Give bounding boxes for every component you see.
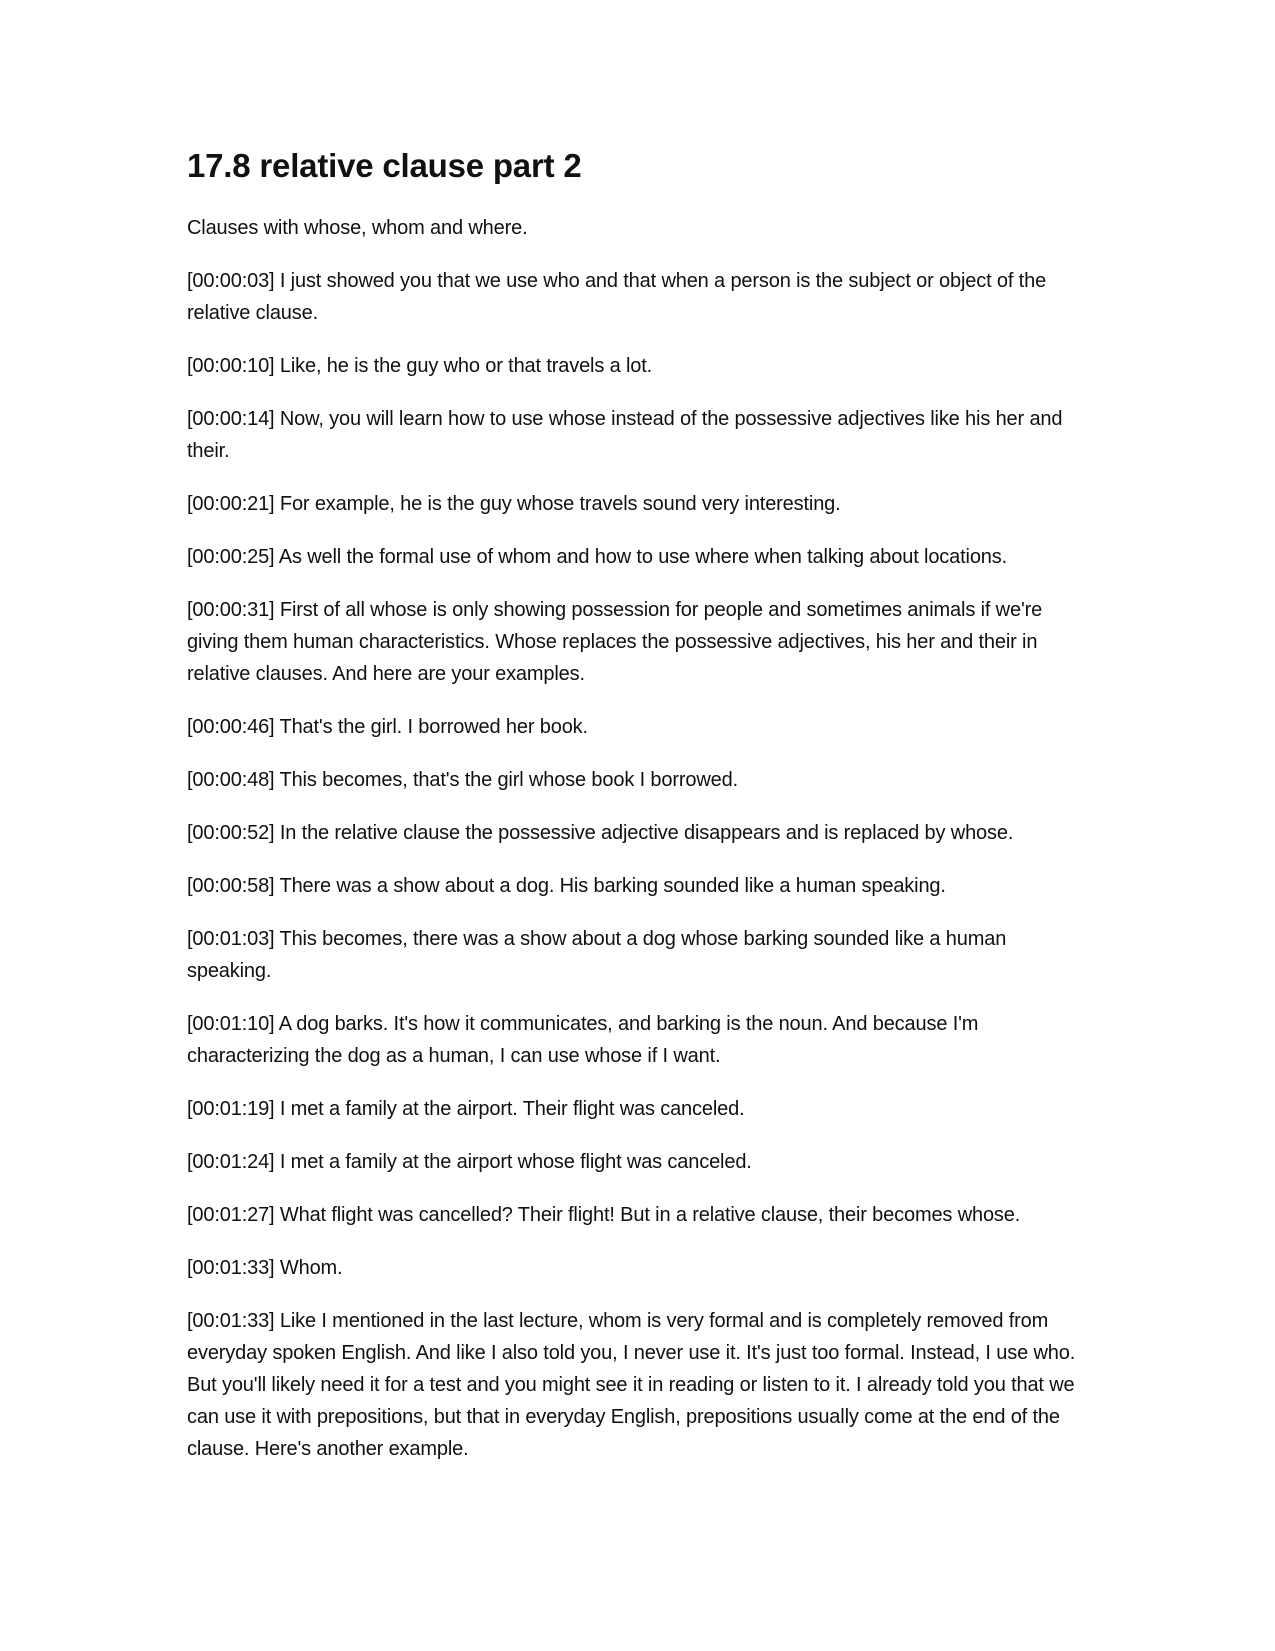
document-title: 17.8 relative clause part 2 <box>187 147 582 184</box>
transcript-paragraph: [00:00:46] That's the girl. I borrowed her book. <box>187 716 588 738</box>
transcript-paragraph: [00:00:52] In the relative clause the possessive adjective disappears and is replaced by whose. <box>187 822 1014 844</box>
transcript-paragraph: [00:01:24] I met a family at the airport whose flight was canceled. <box>187 1151 752 1173</box>
transcript-paragraph: [00:01:33] Like I mentioned in the last lecture, whom is very formal and is completely removed from everyday spoken English. And like I also told you, I never use it. It's just too formal. Instead, I use who. But you'll likely need it for a test and you might see it in reading or listen to it. I already told you that we can use it with prepositions, but that in everyday English, prepositions usually come at the end of the clause. Here's another example. <box>187 1310 1076 1460</box>
transcript-paragraph: [00:00:21] For example, he is the guy whose travels sound very interesting. <box>187 493 841 515</box>
transcript-paragraph: [00:01:27] What flight was cancelled? Their flight! But in a relative clause, their becomes whose. <box>187 1204 1021 1226</box>
document-page <box>187 146 1092 1486</box>
paragraph-intro: Clauses with whose, whom and where. <box>187 217 528 239</box>
transcript-paragraph: [00:00:14] Now, you will learn how to use whose instead of the possessive adjectives like his her and their. <box>187 408 1063 462</box>
transcript-paragraph: [00:00:10] Like, he is the guy who or that travels a lot. <box>187 355 653 377</box>
transcript-paragraph: [00:01:19] I met a family at the airport. Their flight was canceled. <box>187 1098 745 1120</box>
transcript-paragraph: [00:00:58] There was a show about a dog. His barking sounded like a human speaking. <box>187 875 946 897</box>
transcript-paragraph: [00:00:25] As well the formal use of whom and how to use where when talking about locations. <box>187 546 1008 568</box>
transcript-paragraph: [00:00:31] First of all whose is only showing possession for people and sometimes animals if we're giving them human characteristics. Whose replaces the possessive adjectives, his her and their in relative clauses. And here are your examples. <box>187 599 1043 685</box>
transcript-paragraph: [00:01:33] Whom. <box>187 1257 343 1279</box>
transcript-paragraph: [00:01:03] This becomes, there was a show about a dog whose barking sounded like a human speaking. <box>187 928 1007 982</box>
transcript-paragraph: [00:00:48] This becomes, that's the girl whose book I borrowed. <box>187 769 738 791</box>
transcript-paragraph: [00:01:10] A dog barks. It's how it communicates, and barking is the noun. And because I'm characterizing the dog as a human, I can use whose if I want. <box>187 1013 979 1067</box>
transcript-paragraph: [00:00:03] I just showed you that we use who and that when a person is the subject or object of the relative clause. <box>187 270 1047 324</box>
